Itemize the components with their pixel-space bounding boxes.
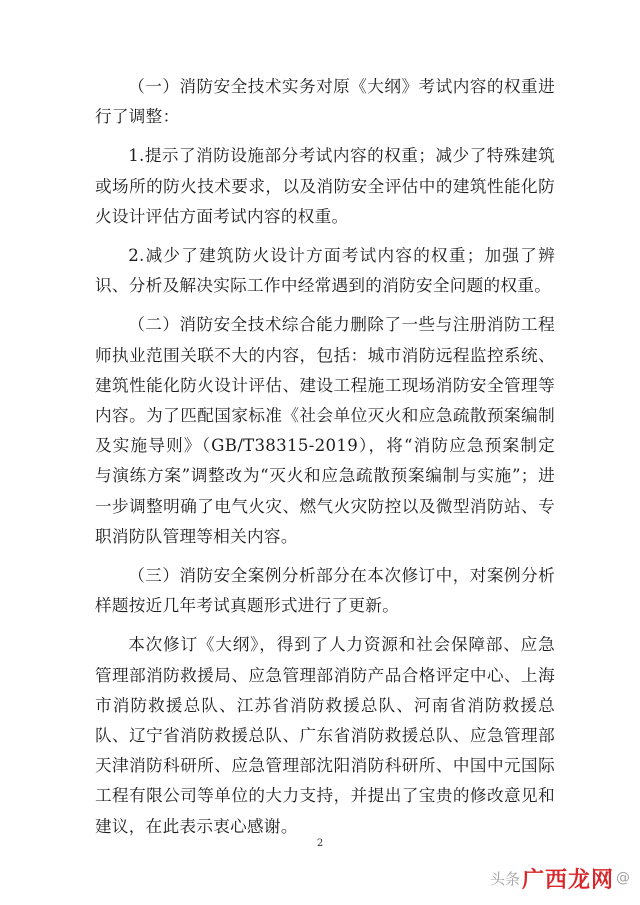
watermark	[490, 861, 630, 895]
paragraph-acknowledgement: 本次修订《大纲》，得到了人力资源和社会保障部、应急管理部消防救援局、应急管理部消防产品合格评定中心、上海市消防救援总队、江苏省消防救援总队、河南省消防救援总队、辽宁省消防救援总队、广东省消防救援总队、应急管理部天津消防科研所、应急管理部沈阳消防科研所、中国中元国际工程有限公司等单位的大力支持，并提出了宝贵的修改意见和建议，在此表示衷心感谢。	[95, 635, 555, 836]
paragraph-item-1: 1.提示了消防设施部分考试内容的权重；减少了特殊建筑或场所的防火技术要求，以及消防安全评估中的建筑性能化防火设计评估方面考试内容的权重。	[95, 146, 555, 226]
watermark-handle-text: @	[616, 870, 630, 886]
paragraph-section-2: （二）消防安全技术综合能力删除了一些与注册消防工程师执业范围关联不大的内容，包括：城市消防远程监控系统、建筑性能化防火设计评估、建设工程施工现场消防安全管理等内容。为了匹配国家标准《社会单位灭火和应急疏散预案编制及实施导则》（GB/T38315-2019），将“消防应急预案制定与演练方案”调整改为“灭火和应急疏散预案编制与实施”；进一步调整明确了电气火灾、燃气火灾防控以及微型消防站、专职消防队管理等相关内容。	[95, 315, 555, 546]
watermark-source-text: 头条	[489, 869, 520, 888]
paragraph-item-2: 2.减少了建筑防火设计方面考试内容的权重；加强了辨识、分析及解决实际工作中经常遇到的消防安全问题的权重。	[95, 246, 555, 296]
paragraph-section-3: （三）消防安全案例分析部分在本次修订中，对案例分析样题按近几年考试真题形式进行了更新。	[95, 566, 555, 616]
paragraph-section-1-intro: （一）消防安全技术实务对原《大纲》考试内容的权重进行了调整：	[95, 77, 555, 127]
document-body	[95, 72, 555, 851]
watermark-logo: 广西龙网	[521, 867, 614, 893]
page-number: 2	[316, 838, 324, 849]
